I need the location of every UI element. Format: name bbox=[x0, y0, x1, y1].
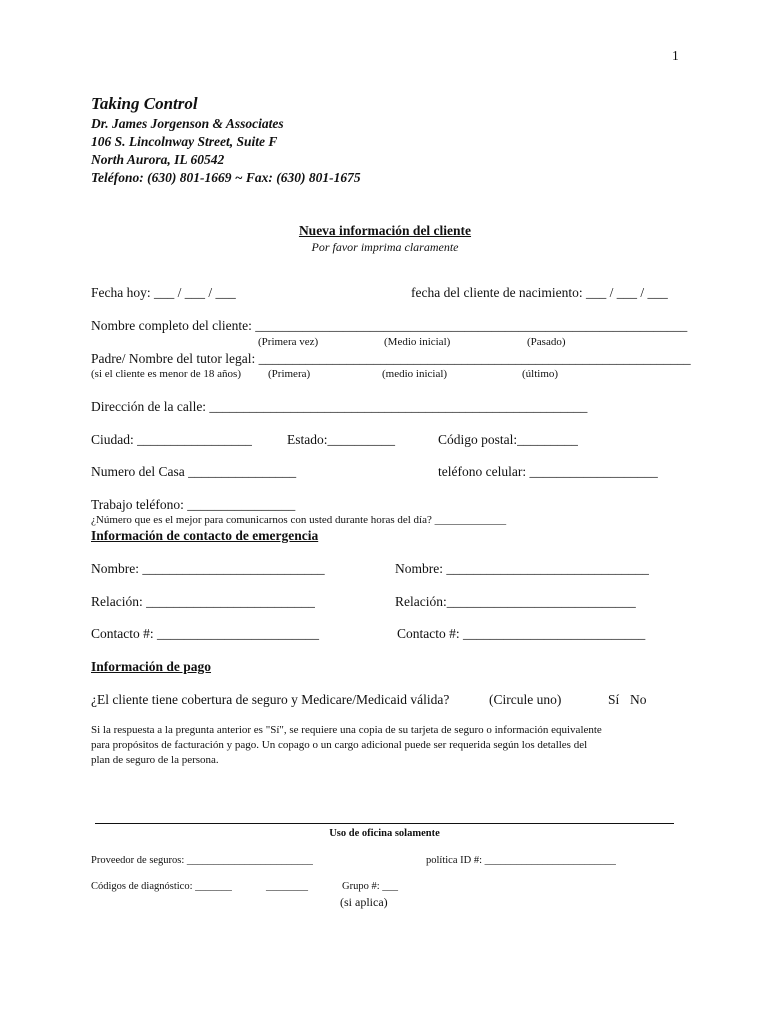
practice-name: Dr. James Jorgenson & Associates bbox=[91, 116, 284, 131]
city-field: Ciudad: _________________ bbox=[91, 432, 252, 447]
guardian-first-hint: (Primera) bbox=[268, 368, 311, 380]
emergency-name-1: Nombre: ___________________________ bbox=[91, 561, 325, 576]
guardian-last-hint: (último) bbox=[522, 368, 559, 380]
provider-field: Proveedor de seguros: ________________________ bbox=[91, 855, 313, 866]
street-address-field: Dirección de la calle: ________________________________________________________ bbox=[91, 399, 588, 414]
emergency-contact-2: Contacto #: ___________________________ bbox=[397, 626, 646, 641]
street-address: 106 S. Lincolnway Street, Suite F bbox=[91, 134, 278, 149]
emergency-contact-1: Contacto #: ________________________ bbox=[91, 626, 319, 641]
circle-one-hint: (Circule uno) bbox=[489, 692, 562, 707]
guardian-field: Padre/ Nombre del tutor legal: ________________________________________________________________ bbox=[91, 351, 691, 366]
office-divider bbox=[95, 823, 674, 824]
insurance-note-line-1: Si la respuesta a la pregunta anterior es "Sí", se requiere una copia de su tarjeta de seguro o información equivalente bbox=[91, 724, 602, 736]
payment-heading: Información de pago bbox=[91, 659, 212, 674]
group-number-field: Grupo #: ___ bbox=[342, 881, 398, 892]
page-number: 1 bbox=[672, 48, 679, 63]
full-name-field: Nombre completo del cliente: ________________________________________________________________ bbox=[91, 318, 688, 333]
guardian-note: (si el cliente es menor de 18 años) bbox=[91, 368, 241, 380]
emergency-relation-2: Relación:____________________________ bbox=[395, 594, 636, 609]
insurance-note-line-2: para propósitos de facturación y pago. Un copago o un cargo adicional puede ser requerida según los detalles del bbox=[91, 739, 588, 751]
office-heading: Uso de oficina solamente bbox=[329, 828, 440, 839]
state-field: Estado:__________ bbox=[287, 432, 395, 447]
no-option: No bbox=[630, 692, 647, 707]
birth-date-field: fecha del cliente de nacimiento: ___ / ___ / ___ bbox=[411, 285, 668, 300]
cell-phone-field: teléfono celular: ___________________ bbox=[438, 464, 658, 479]
name-last-hint: (Pasado) bbox=[527, 336, 566, 348]
org-name: Taking Control bbox=[91, 94, 198, 113]
date-today-field: Fecha hoy: ___ / ___ / ___ bbox=[91, 285, 236, 300]
if-applies-hint: (si aplica) bbox=[340, 895, 388, 909]
emergency-heading: Información de contacto de emergencia bbox=[91, 528, 319, 543]
insurance-question: ¿El cliente tiene cobertura de seguro y Medicare/Medicaid válida? bbox=[91, 692, 450, 707]
city-address: North Aurora, IL 60542 bbox=[91, 152, 225, 167]
work-phone-field: Trabajo teléfono: ________________ bbox=[91, 497, 296, 512]
best-number-field: ¿Número que es el mejor para comunicarnos con usted durante horas del día? _____________ bbox=[91, 514, 507, 526]
zip-field: Código postal:_________ bbox=[438, 432, 578, 447]
home-phone-field: Numero del Casa ________________ bbox=[91, 464, 297, 479]
name-middle-hint: (Medio inicial) bbox=[384, 336, 451, 348]
policy-id-field: política ID #: _________________________ bbox=[426, 855, 616, 866]
diagnostic-codes-field: Códigos de diagnóstico: _______ bbox=[91, 881, 232, 892]
guardian-middle-hint: (medio inicial) bbox=[382, 368, 448, 380]
form-title: Nueva información del cliente bbox=[298, 223, 472, 238]
emergency-relation-1: Relación: _________________________ bbox=[91, 594, 315, 609]
diagnostic-codes-field-2: ________ bbox=[266, 881, 308, 892]
yes-option: Sí bbox=[608, 692, 620, 707]
phone-fax: Teléfono: (630) 801-1669 ~ Fax: (630) 801-1675 bbox=[91, 170, 361, 185]
insurance-note-line-3: plan de seguro de la persona. bbox=[91, 754, 219, 766]
form-subtitle: Por favor imprima claramente bbox=[311, 240, 459, 254]
emergency-name-2: Nombre: ______________________________ bbox=[395, 561, 649, 576]
name-first-hint: (Primera vez) bbox=[258, 336, 319, 348]
